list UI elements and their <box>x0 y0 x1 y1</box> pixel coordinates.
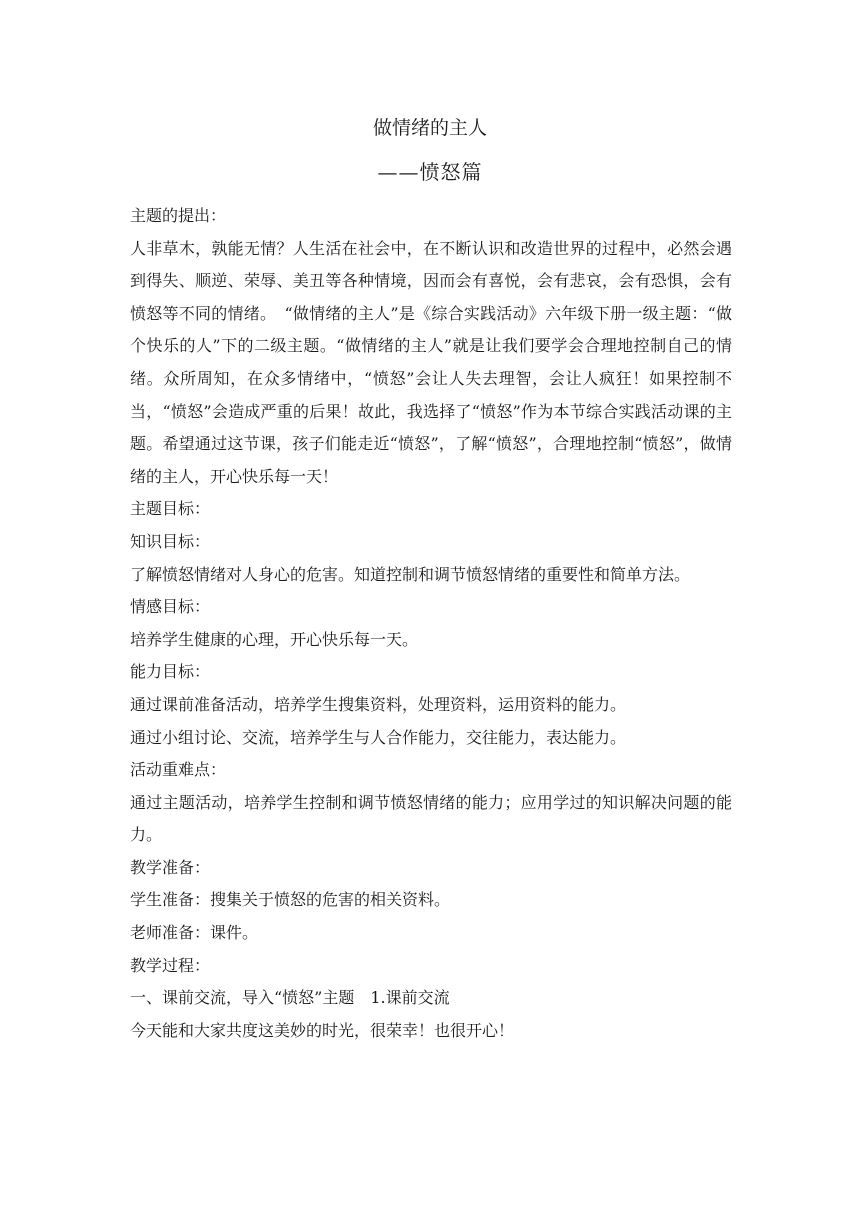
topic-heading: 主题的提出： <box>130 206 227 225</box>
topic-body: 人非草木，孰能无情？人生活在社会中，在不断认识和改造世界的过程中，必然会遇到得失、顺逆、荣辱、美丑等各种情境，因而会有喜悦，会有悲哀，会有恐惧，会有愤怒等不同的情绪。 “做情绪的主人”是《综合实践活动》六年级下册一级主题：“做个快乐的人”下的二级主题。“做情绪的主人”就是让我们要学会合理地控制自己的情绪。众所周知，在众多情绪中，“愤怒”会让人失去理智，会让人疯狂！如果控制不当，“愤怒”会造成严重的后果！故此，我选择了“愤怒”作为本节综合实践活动课的主题。希望通过这节课，孩子们能走近“愤怒”，了解“愤怒”，合理地控制“愤怒”，做情绪的主人，开心快乐每一天！ <box>130 238 732 486</box>
goal-heading: 主题目标： <box>130 499 211 519</box>
document-subtitle: ——愤怒篇 <box>377 160 483 184</box>
teacher-prep: 老师准备：课件。 <box>130 923 259 943</box>
document-body <box>130 200 732 1047</box>
emotion-heading: 情感目标： <box>130 597 211 617</box>
difficulty-heading: 活动重难点： <box>130 760 227 780</box>
process-heading: 教学过程： <box>130 955 211 975</box>
prep-heading: 教学准备： <box>130 857 211 877</box>
ability-heading: 能力目标： <box>130 662 211 682</box>
process-text-1: 今天能和大家共度这美妙的时光，很荣幸！也很开心！ <box>130 1020 515 1040</box>
ability-body-1: 通过课前准备活动，培养学生搜集资料，处理资料，运用资料的能力。 <box>130 694 627 714</box>
knowledge-heading: 知识目标： <box>130 531 211 551</box>
knowledge-body: 了解愤怒情绪对人身心的危害。知道控制和调节愤怒情绪的重要性和简单方法。 <box>130 564 691 584</box>
document-title: 做情绪的主人 <box>372 117 487 139</box>
ability-body-2: 通过小组讨论、交流，培养学生与人合作能力，交往能力，表达能力。 <box>130 727 627 747</box>
student-prep: 学生准备：搜集关于愤怒的危害的相关资料。 <box>130 890 451 910</box>
difficulty-body: 通过主题活动，培养学生控制和调节愤怒情绪的能力；应用学过的知识解决问题的能力。 <box>130 792 732 845</box>
process-step-1: 一、课前交流，导入“愤怒”主题 1.课前交流 <box>130 988 450 1008</box>
emotion-body: 培养学生健康的心理，开心快乐每一天。 <box>130 629 419 649</box>
